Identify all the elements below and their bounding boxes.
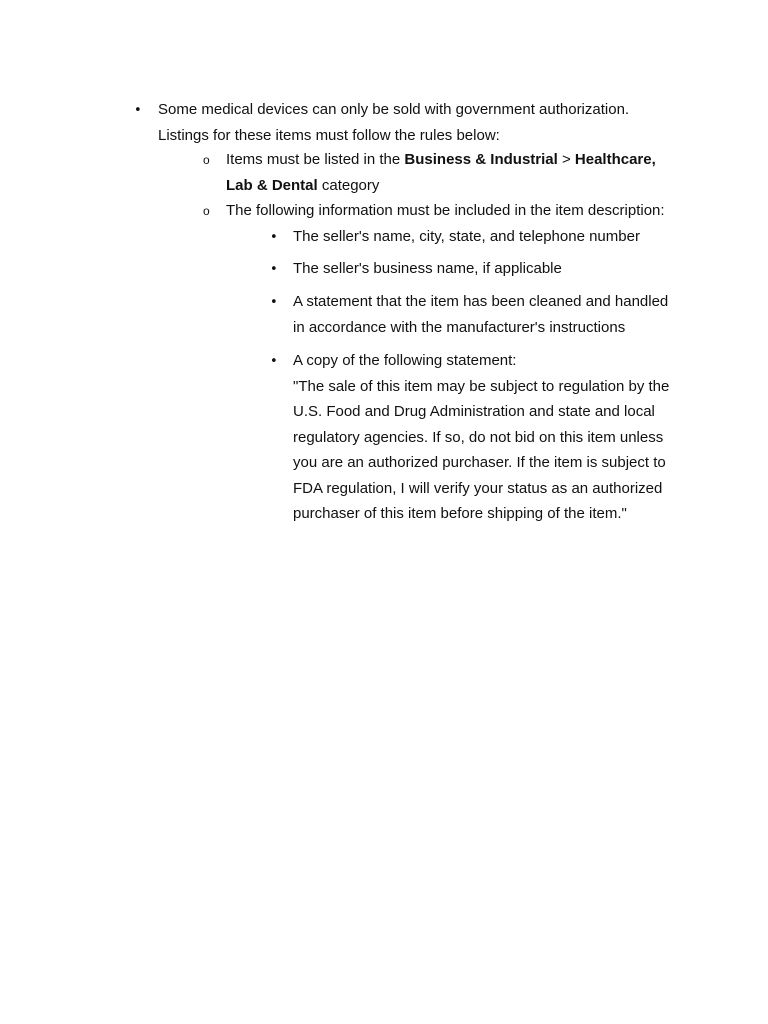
bullet-icon: • xyxy=(270,354,278,369)
fda-quote-line-2: U.S. Food and Drug Administration and state and local xyxy=(293,403,655,420)
category-healthcare: Healthcare, xyxy=(574,151,656,168)
bullet-icon: • xyxy=(270,262,278,277)
fda-quote-line-6: purchaser of this item before shipping of the item." xyxy=(293,505,627,522)
bullet-icon: • xyxy=(134,103,142,118)
category-suffix: category xyxy=(317,176,380,194)
intro-paragraph xyxy=(158,97,629,148)
requirement-cleaned-statement xyxy=(293,289,668,340)
description-rule: The following information must be included in the item description: xyxy=(226,202,665,219)
category-business-industrial: Business & Industrial xyxy=(404,151,558,168)
category-rule-line-1 xyxy=(226,147,656,173)
bullet-icon: • xyxy=(270,295,278,310)
category-lab-dental: Lab & Dental xyxy=(226,176,318,194)
circle-bullet-icon: o xyxy=(203,204,210,218)
fda-quote-line-5: FDA regulation, I will verify your status as an authorized xyxy=(293,479,663,497)
fda-quote-line-3: regulatory agencies. If so, do not bid on this item unless xyxy=(293,428,664,446)
category-separator: > xyxy=(557,151,575,168)
requirement-business-name: The seller's business name, if applicable xyxy=(293,260,562,277)
circle-bullet-icon: o xyxy=(203,153,210,167)
category-rule-line-2 xyxy=(226,173,656,199)
requirement-seller-contact: The seller's name, city, state, and telephone number xyxy=(293,228,640,245)
fda-quote-line-1: "The sale of this item may be subject to regulation by the xyxy=(293,377,670,395)
intro-line-1: Some medical devices can only be sold with government authorization. xyxy=(158,101,630,118)
intro-line-2: Listings for these items must follow the rules below: xyxy=(158,126,500,144)
requirement-fda-intro: A copy of the following statement: xyxy=(293,352,517,369)
category-prefix: Items must be listed in the xyxy=(226,151,405,168)
bullet-icon: • xyxy=(270,230,278,245)
requirement-cleaned-line-2: in accordance with the manufacturer's instructions xyxy=(293,318,626,336)
requirement-cleaned-line-1: A statement that the item has been cleaned and handled xyxy=(293,293,669,310)
requirement-fda-statement xyxy=(293,348,669,527)
fda-quote-line-4: you are an authorized purchaser. If the item is subject to xyxy=(293,454,666,471)
category-rule xyxy=(226,147,656,198)
